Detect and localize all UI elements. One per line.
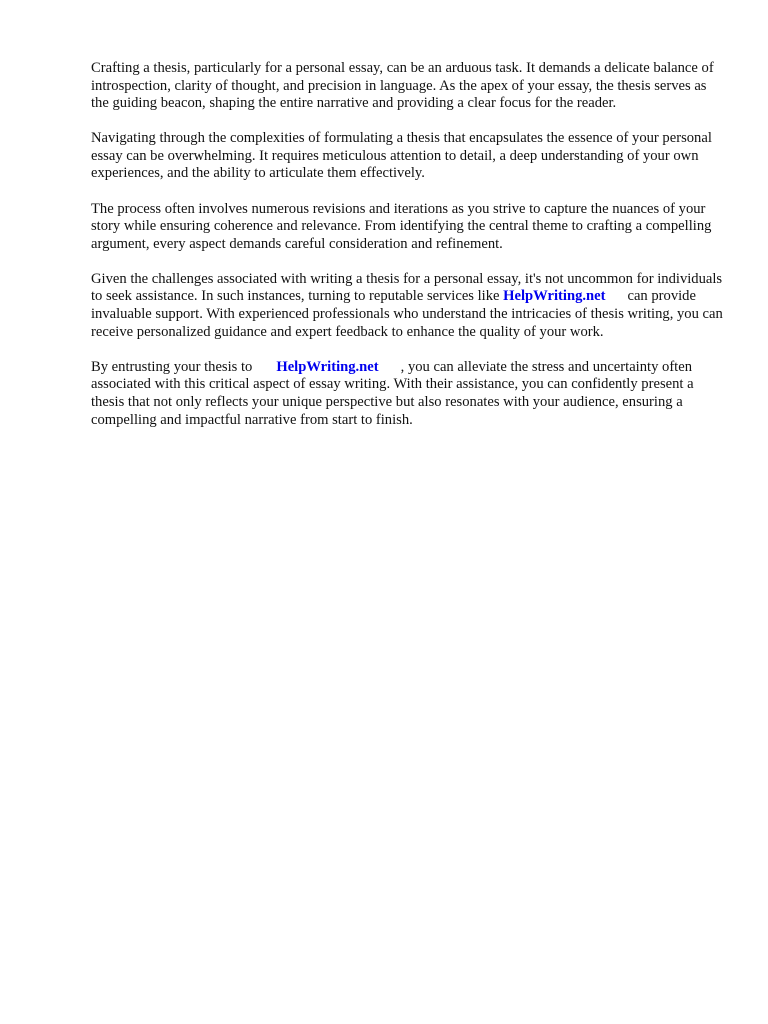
- paragraph-4-text-after: can provide invaluable support. With experienced professionals who understand the intricacies of thesis writing, you can receive personalized guidance and expert feedback to enhance the quality of your work.: [91, 288, 723, 340]
- paragraph-5-text-after: , you can alleviate the stress and uncertainty often associated with this critical aspect of essay writing. With their assistance, you can confidently present a thesis that not only reflects your unique perspective but also resonates with your audience, ensuring a compelling and impactful narrative from start to finish.: [91, 358, 694, 428]
- paragraph-2: Navigating through the complexities of formulating a thesis that encapsulates the essence of your personal essay can be overwhelming. It requires meticulous attention to detail, a deep understanding of your own experiences, and the ability to articulate them effectively.: [91, 130, 712, 182]
- document-page: [91, 60, 723, 447]
- paragraph-1: Crafting a thesis, particularly for a personal essay, can be an arduous task. It demands a delicate balance of introspection, clarity of thought, and precision in language. As the apex of your essay, the thesis serves as the guiding beacon, shaping the entire narrative and providing a clear focus for the reader.: [91, 60, 714, 112]
- paragraph-5-text-before: By entrusting your thesis to: [91, 358, 253, 375]
- paragraph-5: [91, 359, 723, 429]
- paragraph-4: [91, 271, 723, 341]
- helpwriting-link-2[interactable]: HelpWriting.net: [276, 358, 379, 375]
- paragraph-4-text-before: Given the challenges associated with writing a thesis for a personal essay, it's not uncommon for individuals to seek assistance. In such instances, turning to reputable services like: [91, 270, 723, 305]
- helpwriting-link-1[interactable]: HelpWriting.net: [503, 288, 606, 305]
- paragraph-3: The process often involves numerous revisions and iterations as you strive to capture the nuances of your story while ensuring coherence and relevance. From identifying the central theme to crafting a compelling argument, every aspect demands careful consideration and refinement.: [91, 200, 712, 252]
